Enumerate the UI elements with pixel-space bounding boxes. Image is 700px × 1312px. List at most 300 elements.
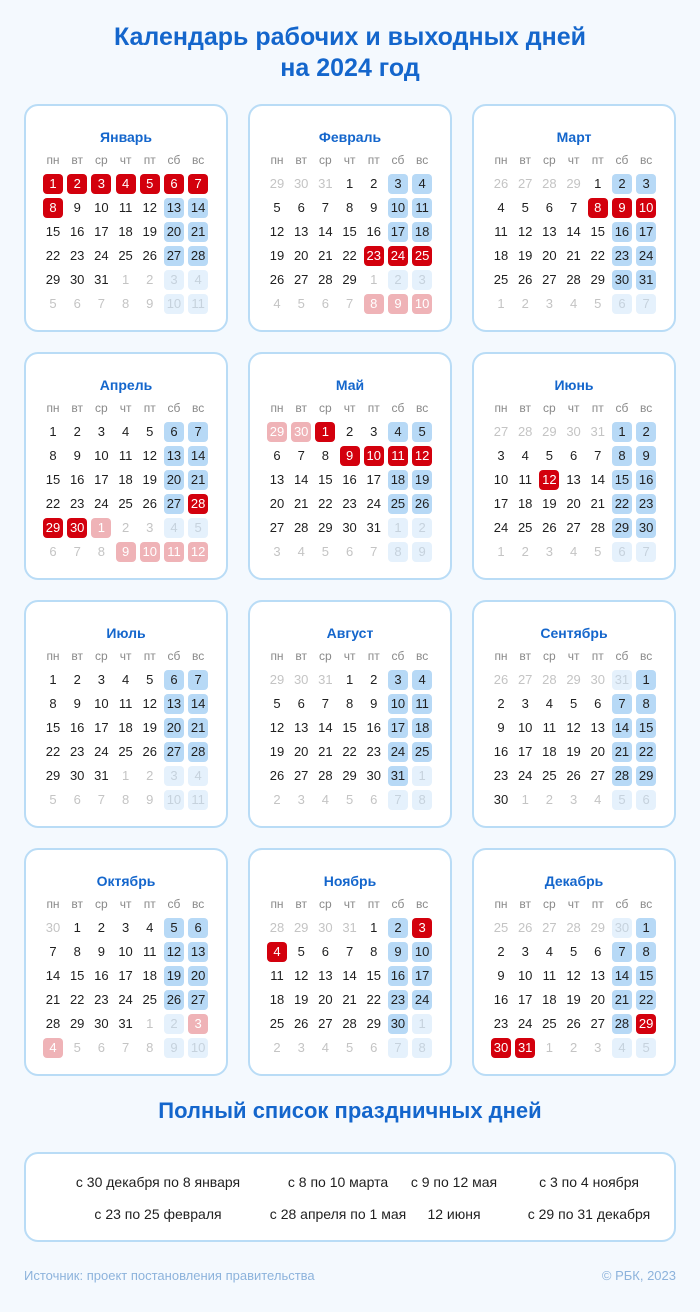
weekday-header: пн <box>494 649 508 663</box>
adjacent-month-day: 1 <box>412 766 432 786</box>
work-day: 27 <box>269 520 285 535</box>
weekday-header: чт <box>119 401 132 415</box>
adjacent-month-day: 12 <box>188 542 208 562</box>
work-day: 29 <box>45 768 61 783</box>
work-day: 16 <box>69 224 85 239</box>
holiday-period: с 29 по 31 декабря <box>527 1206 651 1222</box>
weekend-day: 15 <box>636 966 656 986</box>
adjacent-month-day: 28 <box>517 424 533 439</box>
work-day: 10 <box>517 720 533 735</box>
adjacent-month-day: 30 <box>318 920 333 935</box>
weekend-day: 20 <box>188 966 208 986</box>
weekday-header: вт <box>71 401 83 415</box>
page-title-line-2: на 2024 год <box>280 54 420 82</box>
month-name: Июль <box>106 625 146 641</box>
adjacent-month-day: 4 <box>569 544 578 559</box>
weekend-day: 7 <box>612 942 632 962</box>
adjacent-month-day: 2 <box>273 792 281 807</box>
adjacent-month-day: 5 <box>188 518 208 538</box>
work-day: 31 <box>94 768 109 783</box>
adjacent-month-day: 2 <box>146 768 154 783</box>
weekend-day: 9 <box>636 446 656 466</box>
work-day: 30 <box>69 272 85 287</box>
weekend-day: 4 <box>388 422 408 442</box>
weekday-header: сб <box>615 153 629 167</box>
work-day: 19 <box>566 992 581 1007</box>
work-day: 2 <box>73 424 81 439</box>
work-day: 17 <box>517 992 533 1007</box>
adjacent-month-day: 1 <box>521 792 529 807</box>
work-day: 3 <box>521 944 529 959</box>
work-day: 29 <box>342 768 357 783</box>
work-day: 18 <box>118 224 133 239</box>
weekend-day: 13 <box>164 694 184 714</box>
adjacent-month-day: 30 <box>590 672 605 687</box>
holiday-day: 30 <box>491 1038 511 1058</box>
holiday-period: 12 июня <box>427 1206 481 1222</box>
work-day: 6 <box>569 448 578 463</box>
weekday-header: чт <box>119 153 132 167</box>
work-day: 18 <box>142 968 157 983</box>
work-day: 4 <box>545 696 553 711</box>
weekday-header: вс <box>416 649 429 663</box>
weekend-day: 23 <box>388 990 408 1010</box>
weekend-day: 21 <box>188 718 208 738</box>
work-day: 29 <box>590 272 605 287</box>
holiday-day: 30 <box>67 518 87 538</box>
work-day: 29 <box>318 520 333 535</box>
work-day: 5 <box>273 696 281 711</box>
weekday-header: ср <box>543 649 556 663</box>
weekend-day: 12 <box>164 942 184 962</box>
adjacent-month-day: 6 <box>370 1040 378 1055</box>
weekday-header: сб <box>167 897 181 911</box>
work-day: 12 <box>142 696 157 711</box>
adjacent-month-day: 7 <box>97 296 105 311</box>
weekday-header: вт <box>519 897 531 911</box>
weekday-header: чт <box>567 153 580 167</box>
adjacent-month-day: 8 <box>146 1040 154 1055</box>
adjacent-month-day: 8 <box>412 790 432 810</box>
weekday-header: ср <box>543 897 556 911</box>
adjacent-month-day: 3 <box>545 296 553 311</box>
weekday-header: чт <box>567 897 580 911</box>
work-day: 23 <box>366 744 381 759</box>
weekday-header: пн <box>270 153 284 167</box>
adjacent-month-day: 7 <box>388 790 408 810</box>
adjacent-month-day: 28 <box>542 672 557 687</box>
work-day: 14 <box>45 968 61 983</box>
work-day: 1 <box>370 920 378 935</box>
weekday-header: вс <box>640 897 653 911</box>
adjacent-month-day: 4 <box>612 1038 632 1058</box>
weekend-day: 1 <box>636 670 656 690</box>
holiday-day: 1 <box>315 422 335 442</box>
weekend-day: 28 <box>612 766 632 786</box>
work-day: 8 <box>370 944 378 959</box>
holiday-day: 4 <box>116 174 136 194</box>
work-day: 6 <box>297 696 305 711</box>
month-name: Февраль <box>318 129 382 145</box>
work-day: 28 <box>566 272 581 287</box>
weekday-header: вт <box>295 401 307 415</box>
adjacent-month-day: 30 <box>566 424 581 439</box>
adjacent-month-day: 4 <box>569 296 578 311</box>
adjacent-month-day: 4 <box>273 296 281 311</box>
adjacent-month-day: 29 <box>566 176 581 191</box>
holiday-day: 7 <box>188 174 208 194</box>
adjacent-month-day: 7 <box>388 1038 408 1058</box>
adjacent-month-day: 7 <box>370 544 378 559</box>
work-day: 7 <box>297 448 305 463</box>
adjacent-month-day: 4 <box>164 518 184 538</box>
adjacent-month-day: 10 <box>164 790 184 810</box>
work-day: 11 <box>270 968 284 983</box>
work-day: 1 <box>345 176 354 191</box>
adjacent-month-day: 2 <box>521 296 529 311</box>
work-day: 15 <box>318 472 333 487</box>
weekend-day: 1 <box>636 918 656 938</box>
work-day: 28 <box>45 1016 61 1031</box>
work-day: 18 <box>493 248 509 263</box>
work-day: 13 <box>269 472 285 487</box>
weekday-header: ср <box>95 153 108 167</box>
adjacent-month-day: 1 <box>370 272 378 287</box>
work-day: 26 <box>566 768 581 783</box>
weekday-header: пн <box>270 649 284 663</box>
holiday-period: с 8 по 10 марта <box>287 1174 389 1190</box>
work-day: 20 <box>566 496 581 511</box>
weekend-day: 20 <box>164 222 184 242</box>
adjacent-month-day: 29 <box>293 920 309 935</box>
work-day: 20 <box>590 744 605 759</box>
work-day: 4 <box>521 448 529 463</box>
month-days-grid <box>491 895 674 1058</box>
work-day: 23 <box>94 992 109 1007</box>
work-day: 5 <box>273 200 281 215</box>
work-day: 25 <box>493 272 509 287</box>
adjacent-month-day: 5 <box>49 296 57 311</box>
month-card <box>24 104 228 332</box>
weekday-header: пн <box>46 649 60 663</box>
adjacent-month-day: 26 <box>517 920 533 935</box>
adjacent-month-day: 3 <box>188 1014 208 1034</box>
work-day: 14 <box>293 472 309 487</box>
adjacent-month-day: 8 <box>121 792 130 807</box>
weekday-header: пн <box>46 153 60 167</box>
weekend-day: 18 <box>388 470 408 490</box>
weekday-header: чт <box>343 649 356 663</box>
weekday-header: сб <box>391 153 405 167</box>
weekday-header: вт <box>295 897 307 911</box>
work-day: 21 <box>566 248 581 263</box>
work-day: 16 <box>69 472 85 487</box>
weekend-day: 23 <box>612 246 632 266</box>
work-day: 31 <box>94 272 109 287</box>
weekday-header: вт <box>295 153 307 167</box>
work-day: 19 <box>293 992 309 1007</box>
holiday-day: 25 <box>412 246 432 266</box>
adjacent-month-day: 5 <box>612 790 632 810</box>
holiday-period: с 30 декабря по 8 января <box>75 1174 241 1190</box>
work-day: 10 <box>94 696 109 711</box>
work-day: 24 <box>94 744 109 759</box>
month-name: Декабрь <box>544 873 604 889</box>
weekday-header: пн <box>46 401 60 415</box>
adjacent-month-day: 5 <box>73 1040 81 1055</box>
work-day: 19 <box>142 224 157 239</box>
weekend-day: 30 <box>612 270 632 290</box>
weekend-day: 8 <box>636 942 656 962</box>
work-day: 7 <box>49 944 57 959</box>
adjacent-month-day: 9 <box>146 296 154 311</box>
work-day: 10 <box>493 472 509 487</box>
month-days-grid <box>267 647 450 810</box>
weekend-day: 10 <box>388 694 408 714</box>
work-day: 15 <box>342 224 357 239</box>
weekday-header: чт <box>343 153 356 167</box>
adjacent-month-day: 3 <box>297 1040 305 1055</box>
work-day: 1 <box>594 176 602 191</box>
holiday-day: 9 <box>612 198 632 218</box>
adjacent-month-day: 6 <box>612 542 632 562</box>
work-day: 18 <box>118 472 133 487</box>
work-day: 30 <box>366 768 381 783</box>
weekend-day: 24 <box>412 990 432 1010</box>
work-day: 14 <box>566 224 581 239</box>
holiday-day: 4 <box>267 942 287 962</box>
work-day: 19 <box>542 496 557 511</box>
weekday-header: пт <box>367 897 380 911</box>
holiday-day: 8 <box>588 198 608 218</box>
work-day: 3 <box>97 424 105 439</box>
adjacent-month-day: 10 <box>188 1038 208 1058</box>
adjacent-month-day: 6 <box>612 294 632 314</box>
adjacent-month-day: 6 <box>321 296 329 311</box>
work-day: 19 <box>142 720 157 735</box>
weekday-header: сб <box>391 649 405 663</box>
work-day: 5 <box>569 944 578 959</box>
adjacent-month-day: 4 <box>321 792 329 807</box>
adjacent-month-day: 31 <box>612 670 632 690</box>
work-day: 25 <box>142 992 157 1007</box>
adjacent-month-day: 30 <box>293 672 309 687</box>
weekend-day: 28 <box>188 246 208 266</box>
work-day: 5 <box>569 696 578 711</box>
work-day: 6 <box>594 696 602 711</box>
adjacent-month-day: 9 <box>412 542 432 562</box>
work-day: 16 <box>366 720 381 735</box>
work-day: 4 <box>146 920 154 935</box>
weekend-day: 5 <box>412 422 432 442</box>
work-day: 25 <box>118 248 133 263</box>
work-day: 17 <box>493 496 509 511</box>
work-day: 31 <box>118 1016 133 1031</box>
adjacent-month-day: 5 <box>49 792 57 807</box>
work-day: 9 <box>97 944 105 959</box>
work-day: 4 <box>497 200 505 215</box>
holiday-periods-box <box>24 1152 676 1242</box>
holiday-period: с 28 апреля по 1 мая <box>269 1206 407 1222</box>
weekend-day: 28 <box>612 1014 632 1034</box>
work-day: 29 <box>45 272 61 287</box>
work-day: 8 <box>73 944 81 959</box>
work-day: 15 <box>590 224 605 239</box>
holiday-day: 31 <box>515 1038 535 1058</box>
work-day: 11 <box>143 944 157 959</box>
work-day: 1 <box>49 424 57 439</box>
work-day: 5 <box>545 448 553 463</box>
adjacent-month-day: 1 <box>388 518 408 538</box>
work-day: 23 <box>493 768 509 783</box>
work-day: 2 <box>497 696 505 711</box>
work-day: 16 <box>342 472 357 487</box>
weekend-day: 19 <box>164 966 184 986</box>
work-day: 27 <box>566 520 581 535</box>
weekend-day: 4 <box>412 670 432 690</box>
weekend-day: 25 <box>388 494 408 514</box>
month-name: Март <box>556 129 592 145</box>
work-day: 14 <box>318 224 333 239</box>
work-day: 21 <box>45 992 61 1007</box>
work-day: 21 <box>293 496 309 511</box>
work-day: 26 <box>269 272 285 287</box>
month-days-grid <box>43 647 226 810</box>
adjacent-month-day: 2 <box>121 520 130 535</box>
weekday-header: пн <box>494 897 508 911</box>
weekday-header: пт <box>143 649 156 663</box>
weekend-day: 11 <box>412 198 432 218</box>
work-day: 30 <box>342 520 357 535</box>
month-days-grid <box>491 151 674 314</box>
weekday-header: ср <box>543 153 556 167</box>
work-day: 20 <box>590 992 605 1007</box>
adjacent-month-day: 5 <box>636 1038 656 1058</box>
adjacent-month-day: 31 <box>318 672 333 687</box>
adjacent-month-day: 3 <box>273 544 281 559</box>
adjacent-month-day: 4 <box>188 766 208 786</box>
weekend-day: 7 <box>188 422 208 442</box>
work-day: 9 <box>73 448 81 463</box>
adjacent-month-day: 28 <box>542 176 557 191</box>
adjacent-month-day: 27 <box>517 672 533 687</box>
month-name: Ноябрь <box>323 873 377 889</box>
adjacent-month-day: 10 <box>140 542 160 562</box>
month-days-grid <box>43 895 226 1058</box>
weekday-header: чт <box>119 649 132 663</box>
adjacent-month-day: 1 <box>146 1016 154 1031</box>
adjacent-month-day: 4 <box>188 270 208 290</box>
work-day: 4 <box>121 424 130 439</box>
work-day: 27 <box>293 272 309 287</box>
weekday-header: вс <box>416 153 429 167</box>
work-day: 23 <box>69 248 85 263</box>
calendar-grid <box>24 104 676 1076</box>
weekday-header: вс <box>416 401 429 415</box>
month-name: Май <box>335 377 365 393</box>
weekend-day: 17 <box>412 966 432 986</box>
holiday-day: 10 <box>364 446 384 466</box>
holiday-day: 6 <box>164 174 184 194</box>
work-day: 30 <box>94 1016 109 1031</box>
adjacent-month-day: 27 <box>493 424 509 439</box>
weekend-day: 7 <box>612 694 632 714</box>
adjacent-month-day: 8 <box>364 294 384 314</box>
weekend-day: 2 <box>636 422 656 442</box>
adjacent-month-day: 31 <box>590 424 605 439</box>
work-day: 21 <box>590 496 605 511</box>
weekend-day: 15 <box>636 718 656 738</box>
month-card <box>248 600 452 828</box>
holiday-day: 3 <box>91 174 111 194</box>
work-day: 28 <box>318 768 333 783</box>
adjacent-month-day: 3 <box>569 792 578 807</box>
weekend-day: 9 <box>388 942 408 962</box>
holiday-day: 29 <box>636 1014 656 1034</box>
work-day: 6 <box>545 200 553 215</box>
work-day: 26 <box>517 272 533 287</box>
work-day: 25 <box>542 768 557 783</box>
adjacent-month-day: 3 <box>297 792 305 807</box>
weekend-day: 20 <box>164 718 184 738</box>
weekend-day: 16 <box>636 470 656 490</box>
adjacent-month-day: 29 <box>566 672 581 687</box>
holiday-day: 11 <box>388 446 408 466</box>
work-day: 12 <box>566 968 581 983</box>
weekend-day: 13 <box>164 446 184 466</box>
work-day: 24 <box>517 1016 533 1031</box>
weekday-header: пт <box>143 401 156 415</box>
work-day: 16 <box>94 968 109 983</box>
adjacent-month-day: 29 <box>269 672 285 687</box>
work-day: 10 <box>94 448 109 463</box>
work-day: 6 <box>273 448 281 463</box>
weekend-day: 18 <box>412 222 432 242</box>
adjacent-month-day: 30 <box>291 422 311 442</box>
weekend-day: 14 <box>188 198 208 218</box>
adjacent-month-day: 30 <box>612 918 632 938</box>
adjacent-month-day: 27 <box>542 920 557 935</box>
weekend-day: 14 <box>188 446 208 466</box>
holiday-day: 9 <box>340 446 360 466</box>
work-day: 8 <box>345 696 354 711</box>
weekday-header: вт <box>519 649 531 663</box>
adjacent-month-day: 10 <box>412 294 432 314</box>
work-day: 23 <box>69 744 85 759</box>
work-day: 28 <box>293 520 309 535</box>
weekday-header: вт <box>71 153 83 167</box>
adjacent-month-day: 31 <box>318 176 333 191</box>
work-day: 26 <box>269 768 285 783</box>
work-day: 23 <box>342 496 357 511</box>
work-day: 29 <box>366 1016 381 1031</box>
work-day: 8 <box>49 696 57 711</box>
month-days-grid <box>491 399 674 562</box>
work-day: 20 <box>318 992 333 1007</box>
work-day: 7 <box>321 200 329 215</box>
weekend-day: 27 <box>164 494 184 514</box>
weekend-day: 27 <box>164 742 184 762</box>
adjacent-month-day: 1 <box>412 1014 432 1034</box>
holiday-day: 1 <box>43 174 63 194</box>
work-day: 31 <box>366 520 381 535</box>
work-day: 22 <box>45 744 61 759</box>
work-day: 26 <box>142 744 157 759</box>
weekday-header: ср <box>319 401 332 415</box>
work-day: 9 <box>497 720 505 735</box>
work-day: 9 <box>370 696 378 711</box>
weekend-day: 21 <box>612 990 632 1010</box>
